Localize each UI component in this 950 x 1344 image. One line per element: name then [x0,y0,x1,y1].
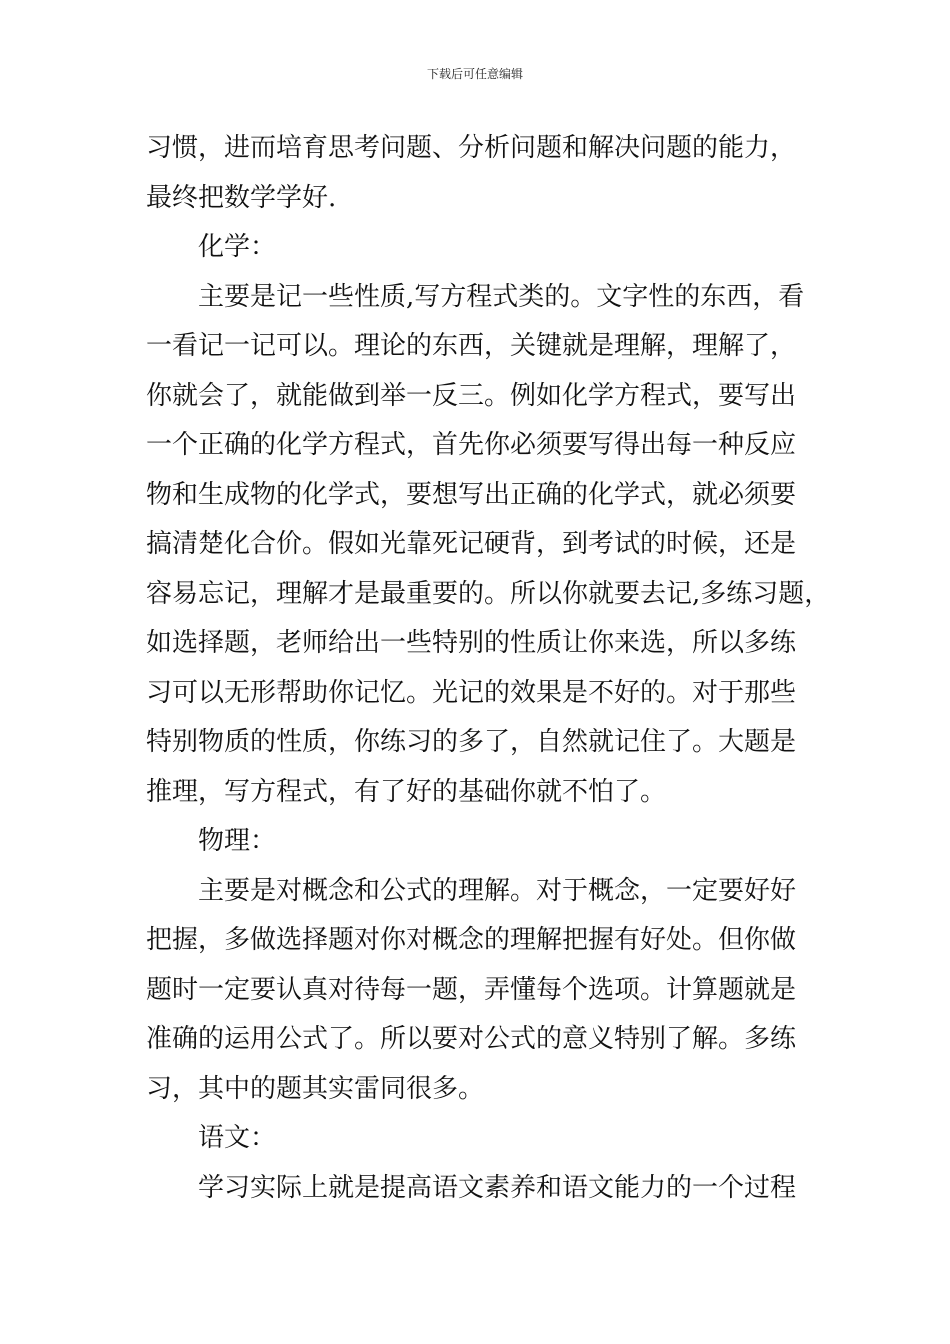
text-line: 主要是对概念和公式的理解。对于概念，一定要好好 [198,875,797,906]
text-line: 准确的运用公式了。所以要对公式的意义特别了解。多练 [146,1024,797,1054]
page-header-note: 下载后可任意编辑 [426,67,523,81]
text-line: 推理，写方程式，有了好的基础你就不怕了。 [146,776,667,807]
text-line: 学习实际上就是提高语文素养和语文能力的一个过程 [198,1172,797,1203]
text-line: 特别物质的性质，你练习的多了，自然就记住了。大题是 [146,727,797,757]
text-line: 物和生成物的化学式，要想写出正确的化学式，就必须要 [146,479,797,510]
text-line: 习可以无形帮助你记忆。光记的效果是不好的。对于那些 [146,677,797,708]
document-body [146,124,831,1213]
section-heading-chinese: 语文： [198,1123,277,1153]
text-line: 搞清楚化合价。假如光靠死记硬背，到考试的时候，还是 [146,529,797,559]
text-line: 题时一定要认真对待每一题，弄懂每个选项。计算题就是 [146,974,797,1005]
text-line: 把握，多做选择题对你对概念的理解把握有好处。但你做 [146,925,797,955]
text-line: 一看记一记可以。理论的东西，关键就是理解，理解了， [146,331,797,361]
section-heading-physics: 物理： [198,826,277,856]
text-line: 最终把数学学好. [146,182,337,213]
text-line: 习惯，进而培育思考问题、分析问题和解决问题的能力， [146,133,797,163]
text-line: 如选择题，老师给出一些特别的性质让你来选，所以多练 [146,628,797,658]
text-line: 你就会了，就能做到举一反三。例如化学方程式，要写出 [146,380,797,411]
section-heading-chemistry: 化学： [198,232,277,262]
text-line: 容易忘记，理解才是最重要的。所以你就要去记,多练习题， [146,578,831,609]
text-line: 主要是记一些性质,写方程式类的。文字性的东西，看 [198,281,805,312]
text-line: 一个正确的化学方程式，首先你必须要写得出每一种反应 [146,430,797,460]
text-line: 习，其中的题其实雷同很多。 [146,1073,485,1104]
